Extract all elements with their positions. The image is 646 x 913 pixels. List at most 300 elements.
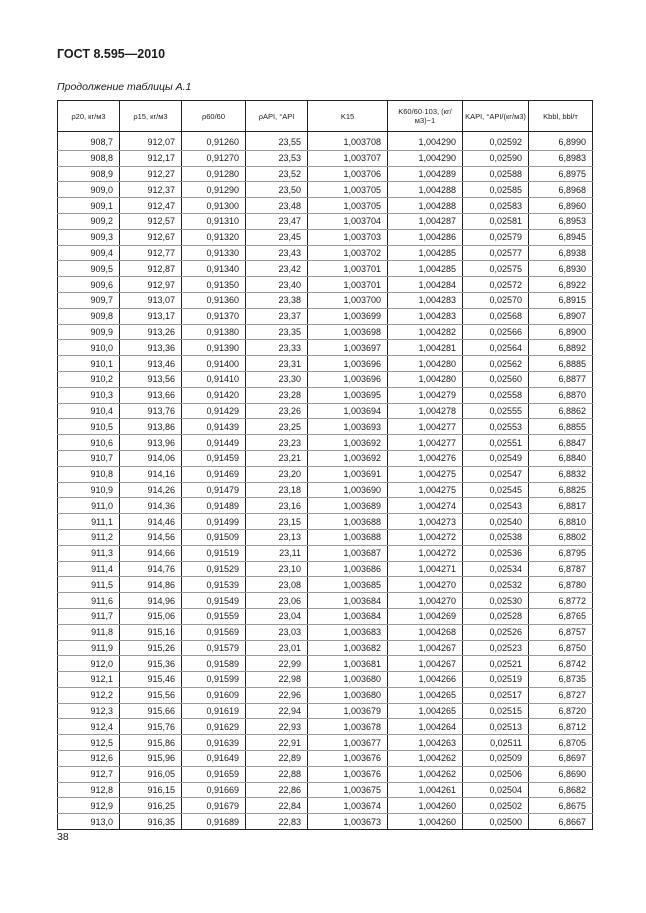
table-cell: 0,91529 xyxy=(182,561,246,577)
table-cell: 1,004278 xyxy=(388,403,463,419)
table-cell: 1,004281 xyxy=(388,340,463,356)
table-cell: 6,8765 xyxy=(529,608,593,624)
table-cell: 0,02500 xyxy=(463,814,529,830)
table-cell: 23,16 xyxy=(246,498,308,514)
table-cell: 23,55 xyxy=(246,132,308,151)
table-row xyxy=(58,340,593,356)
table-cell: 911,0 xyxy=(58,498,120,514)
table-cell: 1,004286 xyxy=(388,229,463,245)
table-cell: 0,02592 xyxy=(463,132,529,151)
table-cell: 913,36 xyxy=(120,340,182,356)
table-cell: 0,02538 xyxy=(463,529,529,545)
table-row xyxy=(58,245,593,261)
table-cell: 1,004273 xyxy=(388,514,463,530)
table-cell: 912,6 xyxy=(58,751,120,767)
table-cell: 0,02532 xyxy=(463,577,529,593)
table-cell: 911,5 xyxy=(58,577,120,593)
table-cell: 1,003703 xyxy=(308,229,388,245)
table-cell: 916,25 xyxy=(120,798,182,814)
table-cell: 1,004283 xyxy=(388,308,463,324)
table-cell: 22,91 xyxy=(246,735,308,751)
table-row xyxy=(58,735,593,751)
table-cell: 0,02560 xyxy=(463,371,529,387)
table-cell: 1,003696 xyxy=(308,356,388,372)
table-cell: 0,91320 xyxy=(182,229,246,245)
table-cell: 912,9 xyxy=(58,798,120,814)
table-cell: 6,8870 xyxy=(529,387,593,403)
table-cell: 1,003706 xyxy=(308,166,388,182)
table-cell: 23,40 xyxy=(246,277,308,293)
table-cell: 1,004288 xyxy=(388,198,463,214)
table-cell: 1,003708 xyxy=(308,132,388,151)
table-cell: 6,8953 xyxy=(529,213,593,229)
table-cell: 1,003691 xyxy=(308,466,388,482)
table-cell: 6,8877 xyxy=(529,371,593,387)
table-cell: 23,52 xyxy=(246,166,308,182)
table-cell: 1,004276 xyxy=(388,450,463,466)
table-cell: 910,7 xyxy=(58,450,120,466)
table-cell: 0,91340 xyxy=(182,261,246,277)
table-cell: 911,4 xyxy=(58,561,120,577)
table-cell: 1,004272 xyxy=(388,545,463,561)
table-cell: 0,02547 xyxy=(463,466,529,482)
table-cell: 1,003701 xyxy=(308,277,388,293)
table-cell: 914,46 xyxy=(120,514,182,530)
table-cell: 0,02585 xyxy=(463,182,529,198)
table-cell: 1,003683 xyxy=(308,624,388,640)
column-header: ρ60/60 xyxy=(182,101,246,132)
table-cell: 1,003705 xyxy=(308,182,388,198)
table-cell: 6,8780 xyxy=(529,577,593,593)
table-cell: 0,02551 xyxy=(463,435,529,451)
table-cell: 1,003702 xyxy=(308,245,388,261)
table-cell: 1,003688 xyxy=(308,514,388,530)
table-cell: 915,06 xyxy=(120,608,182,624)
table-cell: 22,96 xyxy=(246,687,308,703)
table-cell: 0,02504 xyxy=(463,782,529,798)
table-cell: 6,8712 xyxy=(529,719,593,735)
table-cell: 913,26 xyxy=(120,324,182,340)
table-cell: 1,003688 xyxy=(308,529,388,545)
table-cell: 0,91549 xyxy=(182,593,246,609)
table-cell: 909,3 xyxy=(58,229,120,245)
table-cell: 6,8667 xyxy=(529,814,593,830)
table-cell: 915,76 xyxy=(120,719,182,735)
table-row xyxy=(58,198,593,214)
table-cell: 1,004262 xyxy=(388,766,463,782)
table-cell: 1,004271 xyxy=(388,561,463,577)
table-cell: 909,4 xyxy=(58,245,120,261)
table-cell: 23,20 xyxy=(246,466,308,482)
table-cell: 0,02549 xyxy=(463,450,529,466)
table-row xyxy=(58,213,593,229)
table-cell: 0,91629 xyxy=(182,719,246,735)
table-cell: 909,7 xyxy=(58,292,120,308)
table-cell: 0,91330 xyxy=(182,245,246,261)
table-cell: 912,7 xyxy=(58,766,120,782)
table-cell: 1,004289 xyxy=(388,166,463,182)
table-cell: 909,1 xyxy=(58,198,120,214)
table-cell: 23,48 xyxy=(246,198,308,214)
table-cell: 912,0 xyxy=(58,656,120,672)
table-cell: 1,004275 xyxy=(388,466,463,482)
table-cell: 910,2 xyxy=(58,371,120,387)
document-header: ГОСТ 8.595—2010 xyxy=(57,47,166,61)
table-cell: 0,91519 xyxy=(182,545,246,561)
table-cell: 1,004280 xyxy=(388,356,463,372)
table-row xyxy=(58,529,593,545)
table-cell: 23,35 xyxy=(246,324,308,340)
table-cell: 0,91659 xyxy=(182,766,246,782)
table-row xyxy=(58,561,593,577)
table-row xyxy=(58,545,593,561)
table-cell: 912,97 xyxy=(120,277,182,293)
table-cell: 23,47 xyxy=(246,213,308,229)
table-cell: 23,30 xyxy=(246,371,308,387)
table-cell: 6,8675 xyxy=(529,798,593,814)
table-cell: 6,8727 xyxy=(529,687,593,703)
table-row xyxy=(58,482,593,498)
table-row xyxy=(58,640,593,656)
table-cell: 0,02553 xyxy=(463,419,529,435)
table-row xyxy=(58,450,593,466)
table-cell: 1,003674 xyxy=(308,798,388,814)
table-row xyxy=(58,687,593,703)
column-header: ρ20, кг/м3 xyxy=(58,101,120,132)
table-row xyxy=(58,292,593,308)
table-row xyxy=(58,356,593,372)
table-cell: 0,02568 xyxy=(463,308,529,324)
table-cell: 6,8840 xyxy=(529,450,593,466)
table-cell: 0,91300 xyxy=(182,198,246,214)
table-cell: 916,35 xyxy=(120,814,182,830)
table-row xyxy=(58,150,593,166)
column-header: KAPI, °API/(кг/м3) xyxy=(463,101,529,132)
table-cell: 22,83 xyxy=(246,814,308,830)
table-cell: 910,8 xyxy=(58,466,120,482)
table-cell: 0,02572 xyxy=(463,277,529,293)
table-cell: 0,02523 xyxy=(463,640,529,656)
table-cell: 1,004265 xyxy=(388,703,463,719)
table-cell: 1,004270 xyxy=(388,593,463,609)
table-row xyxy=(58,466,593,482)
table-cell: 1,004260 xyxy=(388,798,463,814)
table-cell: 1,004283 xyxy=(388,292,463,308)
table-cell: 912,3 xyxy=(58,703,120,719)
table-cell: 911,3 xyxy=(58,545,120,561)
table-row xyxy=(58,751,593,767)
table-cell: 0,91499 xyxy=(182,514,246,530)
table-cell: 1,003687 xyxy=(308,545,388,561)
table-row xyxy=(58,435,593,451)
table-cell: 0,02528 xyxy=(463,608,529,624)
table-cell: 913,17 xyxy=(120,308,182,324)
table-cell: 0,02506 xyxy=(463,766,529,782)
column-header: K60/60·103, (кг/м3)−1 xyxy=(388,101,463,132)
table-cell: 915,16 xyxy=(120,624,182,640)
table-cell: 0,02583 xyxy=(463,198,529,214)
table-cell: 1,004262 xyxy=(388,751,463,767)
table-row xyxy=(58,308,593,324)
table-row xyxy=(58,782,593,798)
table-cell: 1,003677 xyxy=(308,735,388,751)
table-cell: 0,91589 xyxy=(182,656,246,672)
table-cell: 1,004290 xyxy=(388,132,463,151)
table-cell: 1,004277 xyxy=(388,435,463,451)
table-cell: 6,8862 xyxy=(529,403,593,419)
table-cell: 6,8915 xyxy=(529,292,593,308)
table-cell: 914,56 xyxy=(120,529,182,545)
table-cell: 912,8 xyxy=(58,782,120,798)
table-cell: 915,46 xyxy=(120,672,182,688)
table-cell: 23,42 xyxy=(246,261,308,277)
table-cell: 915,96 xyxy=(120,751,182,767)
table-cell: 23,31 xyxy=(246,356,308,372)
table-cell: 1,003698 xyxy=(308,324,388,340)
table-cell: 1,003692 xyxy=(308,435,388,451)
table-cell: 1,004277 xyxy=(388,419,463,435)
table-cell: 0,02534 xyxy=(463,561,529,577)
table-cell: 23,01 xyxy=(246,640,308,656)
table-cell: 23,21 xyxy=(246,450,308,466)
table-cell: 0,91479 xyxy=(182,482,246,498)
table-cell: 6,8810 xyxy=(529,514,593,530)
table-cell: 0,91649 xyxy=(182,751,246,767)
table-cell: 1,003684 xyxy=(308,593,388,609)
table-cell: 0,91639 xyxy=(182,735,246,751)
table-cell: 0,02590 xyxy=(463,150,529,166)
table-row xyxy=(58,766,593,782)
table-cell: 913,96 xyxy=(120,435,182,451)
table-cell: 0,02577 xyxy=(463,245,529,261)
table-cell: 912,57 xyxy=(120,213,182,229)
table-cell: 6,8742 xyxy=(529,656,593,672)
table-cell: 6,8960 xyxy=(529,198,593,214)
table-cell: 914,66 xyxy=(120,545,182,561)
table-cell: 0,91420 xyxy=(182,387,246,403)
table-cell: 1,004268 xyxy=(388,624,463,640)
table-cell: 1,003689 xyxy=(308,498,388,514)
table-cell: 1,004279 xyxy=(388,387,463,403)
table-cell: 0,02511 xyxy=(463,735,529,751)
table-cell: 1,004272 xyxy=(388,529,463,545)
table-cell: 1,003684 xyxy=(308,608,388,624)
table-cell: 23,23 xyxy=(246,435,308,451)
table-cell: 0,91280 xyxy=(182,166,246,182)
table-cell: 915,26 xyxy=(120,640,182,656)
table-row xyxy=(58,608,593,624)
table-cell: 23,18 xyxy=(246,482,308,498)
table-cell: 910,0 xyxy=(58,340,120,356)
table-cell: 1,003700 xyxy=(308,292,388,308)
column-header: Kbbl, bbl/т xyxy=(529,101,593,132)
table-cell: 0,02540 xyxy=(463,514,529,530)
table-row xyxy=(58,798,593,814)
table-cell: 6,8735 xyxy=(529,672,593,688)
table-cell: 6,8832 xyxy=(529,466,593,482)
table-cell: 909,5 xyxy=(58,261,120,277)
table-cell: 911,9 xyxy=(58,640,120,656)
table-row xyxy=(58,387,593,403)
table-cell: 1,003707 xyxy=(308,150,388,166)
table-cell: 0,02530 xyxy=(463,593,529,609)
table-cell: 22,86 xyxy=(246,782,308,798)
table-cell: 1,003680 xyxy=(308,672,388,688)
table-cell: 1,004285 xyxy=(388,261,463,277)
table-cell: 0,91609 xyxy=(182,687,246,703)
table-cell: 0,02555 xyxy=(463,403,529,419)
table-cell: 1,004261 xyxy=(388,782,463,798)
table-cell: 908,9 xyxy=(58,166,120,182)
table-cell: 910,6 xyxy=(58,435,120,451)
table-cell: 913,86 xyxy=(120,419,182,435)
table-cell: 0,02515 xyxy=(463,703,529,719)
table-cell: 0,02588 xyxy=(463,166,529,182)
table-cell: 1,004266 xyxy=(388,672,463,688)
table-cell: 1,003676 xyxy=(308,766,388,782)
table-row xyxy=(58,371,593,387)
table-cell: 1,003693 xyxy=(308,419,388,435)
table-row xyxy=(58,132,593,151)
table-cell: 1,004267 xyxy=(388,640,463,656)
table-cell: 910,5 xyxy=(58,419,120,435)
table-cell: 913,66 xyxy=(120,387,182,403)
table-cell: 1,003697 xyxy=(308,340,388,356)
table-cell: 23,38 xyxy=(246,292,308,308)
table-cell: 6,8975 xyxy=(529,166,593,182)
table-cell: 0,02526 xyxy=(463,624,529,640)
table-cell: 912,17 xyxy=(120,150,182,166)
table-cell: 1,004269 xyxy=(388,608,463,624)
table-cell: 0,91539 xyxy=(182,577,246,593)
table-row xyxy=(58,261,593,277)
table-cell: 1,003675 xyxy=(308,782,388,798)
table-cell: 22,89 xyxy=(246,751,308,767)
data-table xyxy=(57,100,593,830)
table-cell: 909,0 xyxy=(58,182,120,198)
table-cell: 6,8697 xyxy=(529,751,593,767)
table-cell: 22,84 xyxy=(246,798,308,814)
table-cell: 0,91469 xyxy=(182,466,246,482)
table-cell: 914,26 xyxy=(120,482,182,498)
table-cell: 23,25 xyxy=(246,419,308,435)
table-cell: 911,7 xyxy=(58,608,120,624)
table-row xyxy=(58,593,593,609)
table-cell: 0,02521 xyxy=(463,656,529,672)
table-cell: 22,93 xyxy=(246,719,308,735)
table-cell: 0,91270 xyxy=(182,150,246,166)
table-cell: 6,8787 xyxy=(529,561,593,577)
table-cell: 0,91290 xyxy=(182,182,246,198)
table-cell: 915,56 xyxy=(120,687,182,703)
column-header: ρ15, кг/м3 xyxy=(120,101,182,132)
table-cell: 23,43 xyxy=(246,245,308,261)
table-row xyxy=(58,703,593,719)
table-cell: 912,07 xyxy=(120,132,182,151)
table-cell: 0,02536 xyxy=(463,545,529,561)
table-cell: 0,91350 xyxy=(182,277,246,293)
table-cell: 0,91439 xyxy=(182,419,246,435)
table-cell: 1,004285 xyxy=(388,245,463,261)
table-cell: 1,003695 xyxy=(308,387,388,403)
table-cell: 6,8907 xyxy=(529,308,593,324)
table-cell: 912,77 xyxy=(120,245,182,261)
table-cell: 22,94 xyxy=(246,703,308,719)
table-cell: 6,8795 xyxy=(529,545,593,561)
table-row xyxy=(58,624,593,640)
table-cell: 0,02502 xyxy=(463,798,529,814)
table-cell: 6,8720 xyxy=(529,703,593,719)
table-cell: 916,05 xyxy=(120,766,182,782)
column-header: ρAPI, °API xyxy=(246,101,308,132)
table-cell: 914,76 xyxy=(120,561,182,577)
table-cell: 1,004284 xyxy=(388,277,463,293)
table-cell: 1,003696 xyxy=(308,371,388,387)
table-cell: 1,003685 xyxy=(308,577,388,593)
table-cell: 911,6 xyxy=(58,593,120,609)
table-cell: 23,03 xyxy=(246,624,308,640)
table-cell: 912,87 xyxy=(120,261,182,277)
table-row xyxy=(58,324,593,340)
table-cell: 1,003682 xyxy=(308,640,388,656)
table-cell: 1,004267 xyxy=(388,656,463,672)
table-cell: 6,8750 xyxy=(529,640,593,656)
table-cell: 912,67 xyxy=(120,229,182,245)
table-row xyxy=(58,498,593,514)
table-cell: 914,16 xyxy=(120,466,182,482)
table-cell: 0,91429 xyxy=(182,403,246,419)
table-cell: 6,8900 xyxy=(529,324,593,340)
table-cell: 1,003704 xyxy=(308,213,388,229)
table-cell: 23,53 xyxy=(246,150,308,166)
table-cell: 911,8 xyxy=(58,624,120,640)
table-cell: 22,98 xyxy=(246,672,308,688)
table-caption: Продолжение таблицы А.1 xyxy=(57,81,192,93)
table-row xyxy=(58,419,593,435)
table-row xyxy=(58,656,593,672)
table-cell: 913,46 xyxy=(120,356,182,372)
table-cell: 6,8802 xyxy=(529,529,593,545)
table-cell: 912,4 xyxy=(58,719,120,735)
table-cell: 0,91310 xyxy=(182,213,246,229)
table-cell: 0,02513 xyxy=(463,719,529,735)
table-cell: 911,2 xyxy=(58,529,120,545)
table-cell: 23,37 xyxy=(246,308,308,324)
table-cell: 1,003680 xyxy=(308,687,388,703)
table-cell: 1,004288 xyxy=(388,182,463,198)
table-cell: 6,8968 xyxy=(529,182,593,198)
table-cell: 23,28 xyxy=(246,387,308,403)
table-cell: 1,004287 xyxy=(388,213,463,229)
table-cell: 0,91380 xyxy=(182,324,246,340)
table-cell: 1,004260 xyxy=(388,814,463,830)
table-cell: 915,86 xyxy=(120,735,182,751)
table-cell: 23,45 xyxy=(246,229,308,245)
table-cell: 0,02579 xyxy=(463,229,529,245)
table-cell: 0,91449 xyxy=(182,435,246,451)
table-row xyxy=(58,277,593,293)
table-cell: 908,7 xyxy=(58,132,120,151)
table-cell: 913,07 xyxy=(120,292,182,308)
table-cell: 1,003701 xyxy=(308,261,388,277)
table-cell: 0,02575 xyxy=(463,261,529,277)
table-cell: 6,8772 xyxy=(529,593,593,609)
table-cell: 6,8922 xyxy=(529,277,593,293)
table-cell: 0,91260 xyxy=(182,132,246,151)
table-row xyxy=(58,182,593,198)
table-cell: 1,004264 xyxy=(388,719,463,735)
table-cell: 0,91689 xyxy=(182,814,246,830)
